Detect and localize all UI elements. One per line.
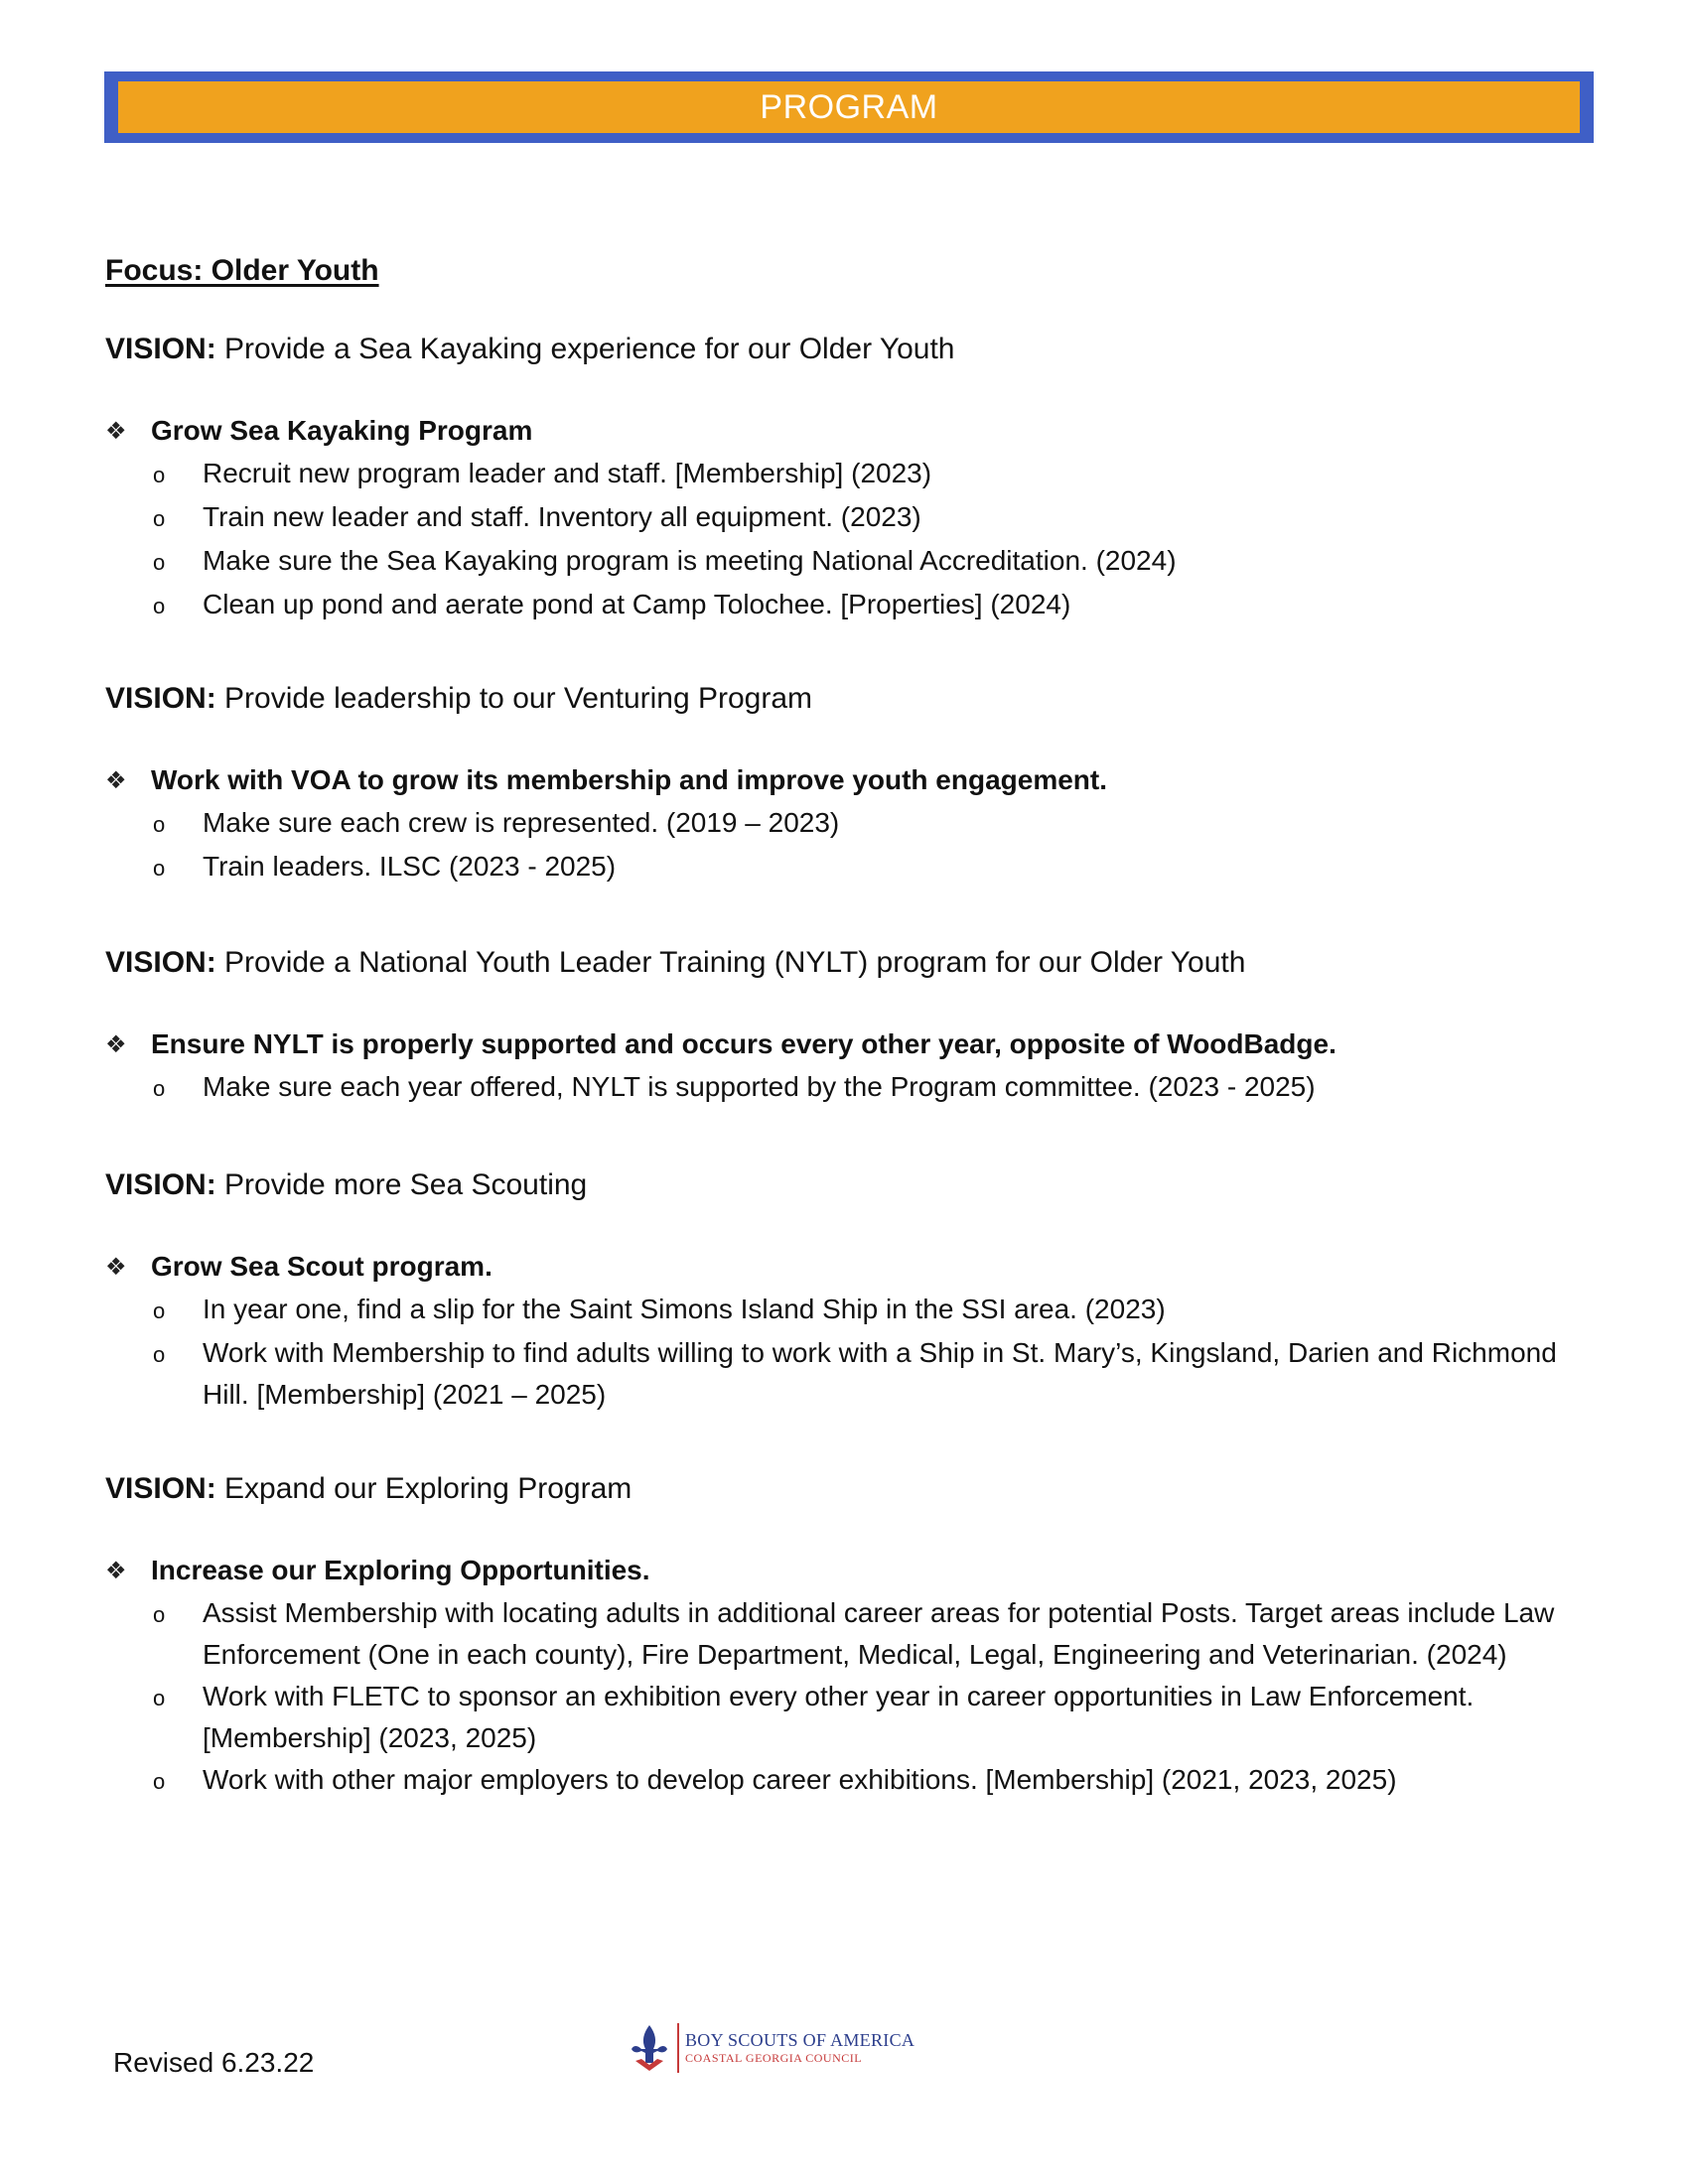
circle-bullet-icon: o xyxy=(153,1342,166,1367)
item-text: Work with Membership to find adults willing to work with a Ship in St. Mary’s, Kingsland, Darien and Richmond Hill. [Membership] (2021 – 2025) xyxy=(203,1337,1557,1410)
goal-heading xyxy=(105,1024,1595,1064)
item-text: Work with FLETC to sponsor an exhibition every other year in career opportunities in Law Enforcement. [Membership] (2023, 2025) xyxy=(203,1681,1475,1753)
action-list xyxy=(105,453,1595,627)
goal-heading xyxy=(105,760,1595,800)
vision-label: VISION: xyxy=(105,1168,216,1201)
council-name: COASTAL GEORGIA COUNCIL xyxy=(685,2051,863,2065)
action-list xyxy=(105,1066,1595,1110)
circle-bullet-icon: o xyxy=(153,856,166,881)
vision-statement xyxy=(105,1165,1595,1205)
vision-label: VISION: xyxy=(105,946,216,979)
vision-text: Provide a Sea Kayaking experience for our Older Youth xyxy=(215,333,955,365)
list-item xyxy=(153,453,1595,496)
list-item xyxy=(153,1592,1595,1676)
item-text: Make sure each year offered, NYLT is supported by the Program committee. (2023 - 2025) xyxy=(203,1071,1316,1102)
vision-statement xyxy=(105,679,1595,719)
vision-text: Expand our Exploring Program xyxy=(215,1472,633,1505)
diamond-bullet-icon: ❖ xyxy=(105,1253,127,1281)
item-text: Make sure the Sea Kayaking program is meeting National Accreditation. (2024) xyxy=(203,545,1177,576)
vision-section-venturing xyxy=(105,679,1595,889)
circle-bullet-icon: o xyxy=(153,550,166,575)
vision-section-exploring xyxy=(105,1469,1595,1803)
goal-heading xyxy=(105,1551,1595,1590)
vision-statement xyxy=(105,943,1595,983)
org-name: BOY SCOUTS OF AMERICA xyxy=(685,2030,915,2050)
vision-statement xyxy=(105,1469,1595,1509)
diamond-bullet-icon: ❖ xyxy=(105,766,127,794)
vision-label: VISION: xyxy=(105,333,216,365)
circle-bullet-icon: o xyxy=(153,506,166,531)
vision-section-sea-kayaking xyxy=(105,330,1595,627)
vision-section-sea-scouting xyxy=(105,1165,1595,1416)
list-item xyxy=(153,1066,1595,1110)
goal-text: Ensure NYLT is properly supported and occurs every other year, opposite of WoodBadge. xyxy=(151,1028,1336,1059)
diamond-bullet-icon: ❖ xyxy=(105,417,127,445)
focus-heading: Focus: Older Youth xyxy=(105,254,379,287)
list-item xyxy=(153,584,1595,627)
action-list xyxy=(105,802,1595,889)
diamond-bullet-icon: ❖ xyxy=(105,1030,127,1058)
bsa-logo xyxy=(628,2023,914,2073)
item-text: Train new leader and staff. Inventory all equipment. (2023) xyxy=(203,501,921,532)
logo-divider xyxy=(677,2023,679,2073)
item-text: Make sure each crew is represented. (2019 – 2023) xyxy=(203,807,840,838)
goal-text: Grow Sea Scout program. xyxy=(151,1251,492,1282)
program-banner xyxy=(104,71,1594,143)
action-list xyxy=(105,1289,1595,1416)
vision-label: VISION: xyxy=(105,682,216,715)
item-text: In year one, find a slip for the Saint Simons Island Ship in the SSI area. (2023) xyxy=(203,1294,1166,1324)
item-text: Train leaders. ILSC (2023 - 2025) xyxy=(203,851,617,882)
logo-text xyxy=(685,2030,914,2066)
item-text: Clean up pond and aerate pond at Camp Tolochee. [Properties] (2024) xyxy=(203,589,1071,619)
vision-statement xyxy=(105,330,1595,369)
item-text: Work with other major employers to develop career exhibitions. [Membership] (2021, 2023, 2025) xyxy=(203,1764,1397,1795)
action-list xyxy=(105,1592,1595,1803)
circle-bullet-icon: o xyxy=(153,1686,166,1710)
circle-bullet-icon: o xyxy=(153,1298,166,1323)
revision-date: Revised 6.23.22 xyxy=(113,2047,315,2078)
goal-heading xyxy=(105,1247,1595,1287)
fleur-de-lis-icon xyxy=(628,2023,671,2073)
item-text: Assist Membership with locating adults in additional career areas for potential Posts. Target areas include Law Enforcement (One in each county), Fire Department, Medical, Legal, Engineering and Veterinarian. (2024) xyxy=(203,1597,1555,1670)
goal-text: Grow Sea Kayaking Program xyxy=(151,415,533,446)
list-item xyxy=(153,540,1595,584)
banner-title: PROGRAM xyxy=(118,81,1580,133)
vision-label: VISION: xyxy=(105,1472,216,1505)
list-item xyxy=(153,1676,1595,1759)
circle-bullet-icon: o xyxy=(153,463,166,487)
circle-bullet-icon: o xyxy=(153,1602,166,1627)
circle-bullet-icon: o xyxy=(153,1769,166,1794)
goal-text: Work with VOA to grow its membership and improve youth engagement. xyxy=(151,764,1108,795)
list-item xyxy=(153,802,1595,846)
circle-bullet-icon: o xyxy=(153,594,166,618)
goal-text: Increase our Exploring Opportunities. xyxy=(151,1555,650,1585)
circle-bullet-icon: o xyxy=(153,1076,166,1101)
list-item xyxy=(153,846,1595,889)
list-item xyxy=(153,496,1595,540)
circle-bullet-icon: o xyxy=(153,812,166,837)
vision-text: Provide more Sea Scouting xyxy=(215,1168,588,1201)
vision-text: Provide leadership to our Venturing Program xyxy=(215,682,813,715)
list-item xyxy=(153,1759,1595,1803)
vision-text: Provide a National Youth Leader Training (NYLT) program for our Older Youth xyxy=(215,946,1246,979)
diamond-bullet-icon: ❖ xyxy=(105,1557,127,1584)
item-text: Recruit new program leader and staff. [Membership] (2023) xyxy=(203,458,932,488)
list-item xyxy=(153,1289,1595,1332)
list-item xyxy=(153,1332,1595,1416)
vision-section-nylt xyxy=(105,943,1595,1110)
goal-heading xyxy=(105,411,1595,451)
